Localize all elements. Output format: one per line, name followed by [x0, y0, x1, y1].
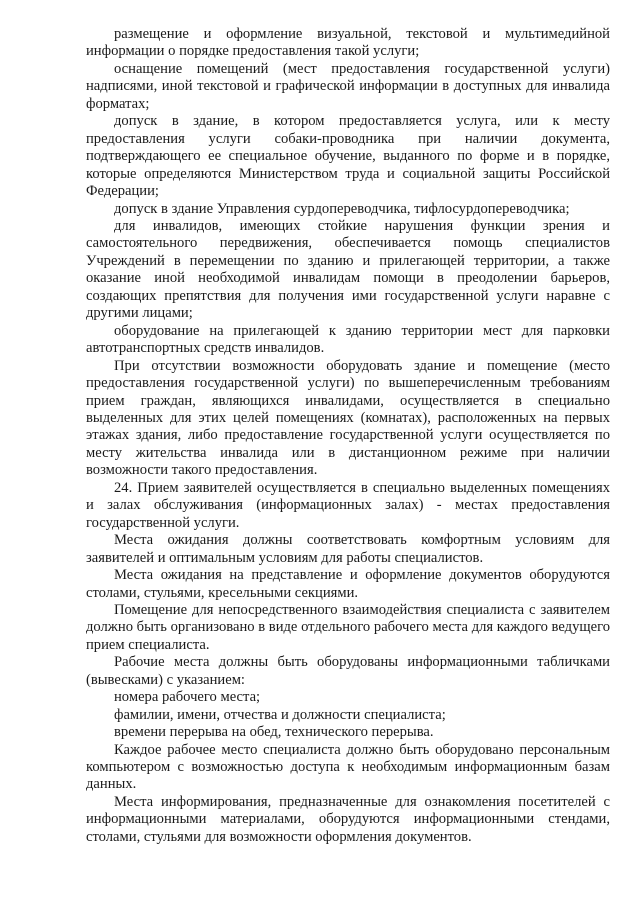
paragraph-11: Помещение для непосредственного взаимодействия специалиста с заявителем должно быть организовано в виде отдельного рабочего места для каждого ведущего прием специалиста. — [86, 601, 610, 653]
paragraph-16: Каждое рабочее место специалиста должно быть оборудовано персональным компьютером с возможностью доступа к необходимым информационным базам данных. — [86, 741, 610, 793]
paragraph-17: Места информирования, предназначенные для ознакомления посетителей с информационными материалами, оборудуются информационными стендами, столами, стульями для возможности оформления документов. — [86, 793, 610, 845]
paragraph-7: При отсутствии возможности оборудовать здание и помещение (место предоставления государственной услуги) по вышеперечисленным требованиям прием граждан, являющихся инвалидами, осуществляется в специально выделенных для этих целей помещениях (комнатах), расположенных на первых этажах здания, либо предоставление государственной услуги осуществляется по месту жительства инвалида или в дистанционном режиме при наличии возможности такого предоставления. — [86, 357, 610, 479]
paragraph-6: оборудование на прилегающей к зданию территории мест для парковки автотранспортных средств инвалидов. — [86, 322, 610, 357]
paragraph-4: допуск в здание Управления сурдопереводчика, тифлосурдопереводчика; — [114, 200, 570, 217]
paragraph-15: времени перерыва на обед, технического перерыва. — [114, 724, 434, 741]
paragraph-14: фамилии, имени, отчества и должности специалиста; — [114, 706, 446, 723]
paragraph-1: размещение и оформление визуальной, текстовой и мультимедийной информации о порядке предоставления такой услуги; — [86, 26, 610, 60]
paragraph-10: Места ожидания на представление и оформление документов оборудуются столами, стульями, кресельными секциями. — [86, 567, 610, 601]
paragraph-8: 24. Прием заявителей осуществляется в специально выделенных помещениях и залах обслуживания (информационных залах) - местах предоставления государственной услуги. — [86, 479, 610, 531]
paragraph-5: для инвалидов, имеющих стойкие нарушения функции зрения и самостоятельного передвижения, обеспечивается помощь специалистов Учреждений в перемещении по зданию и прилегающей территории, а также оказание иной необходимой инвалидам помощи в преодолении барьеров, создающих препятствия для получения ими государственной услуги наравне с другими лицами; — [86, 217, 610, 322]
paragraph-13: номера рабочего места; — [114, 689, 261, 706]
paragraph-2: оснащение помещений (мест предоставления государственной услуги) надписями, иной текстовой и графической информации в доступных для инвалида форматах; — [86, 60, 610, 112]
paragraph-12: Рабочие места должны быть оборудованы информационными табличками (вывесками) с указанием: — [86, 654, 610, 688]
paragraph-3: допуск в здание, в котором предоставляется услуга, или к месту предоставления услуги собаки-проводника при наличии документа, подтверждающего ее специальное обучение, выданного по форме и в порядке, которые определяются Министерством труда и социальной защиты Российской Федерации; — [86, 113, 610, 200]
paragraph-9: Места ожидания должны соответствовать комфортным условиям для заявителей и оптимальным условиям для работы специалистов. — [86, 532, 610, 566]
